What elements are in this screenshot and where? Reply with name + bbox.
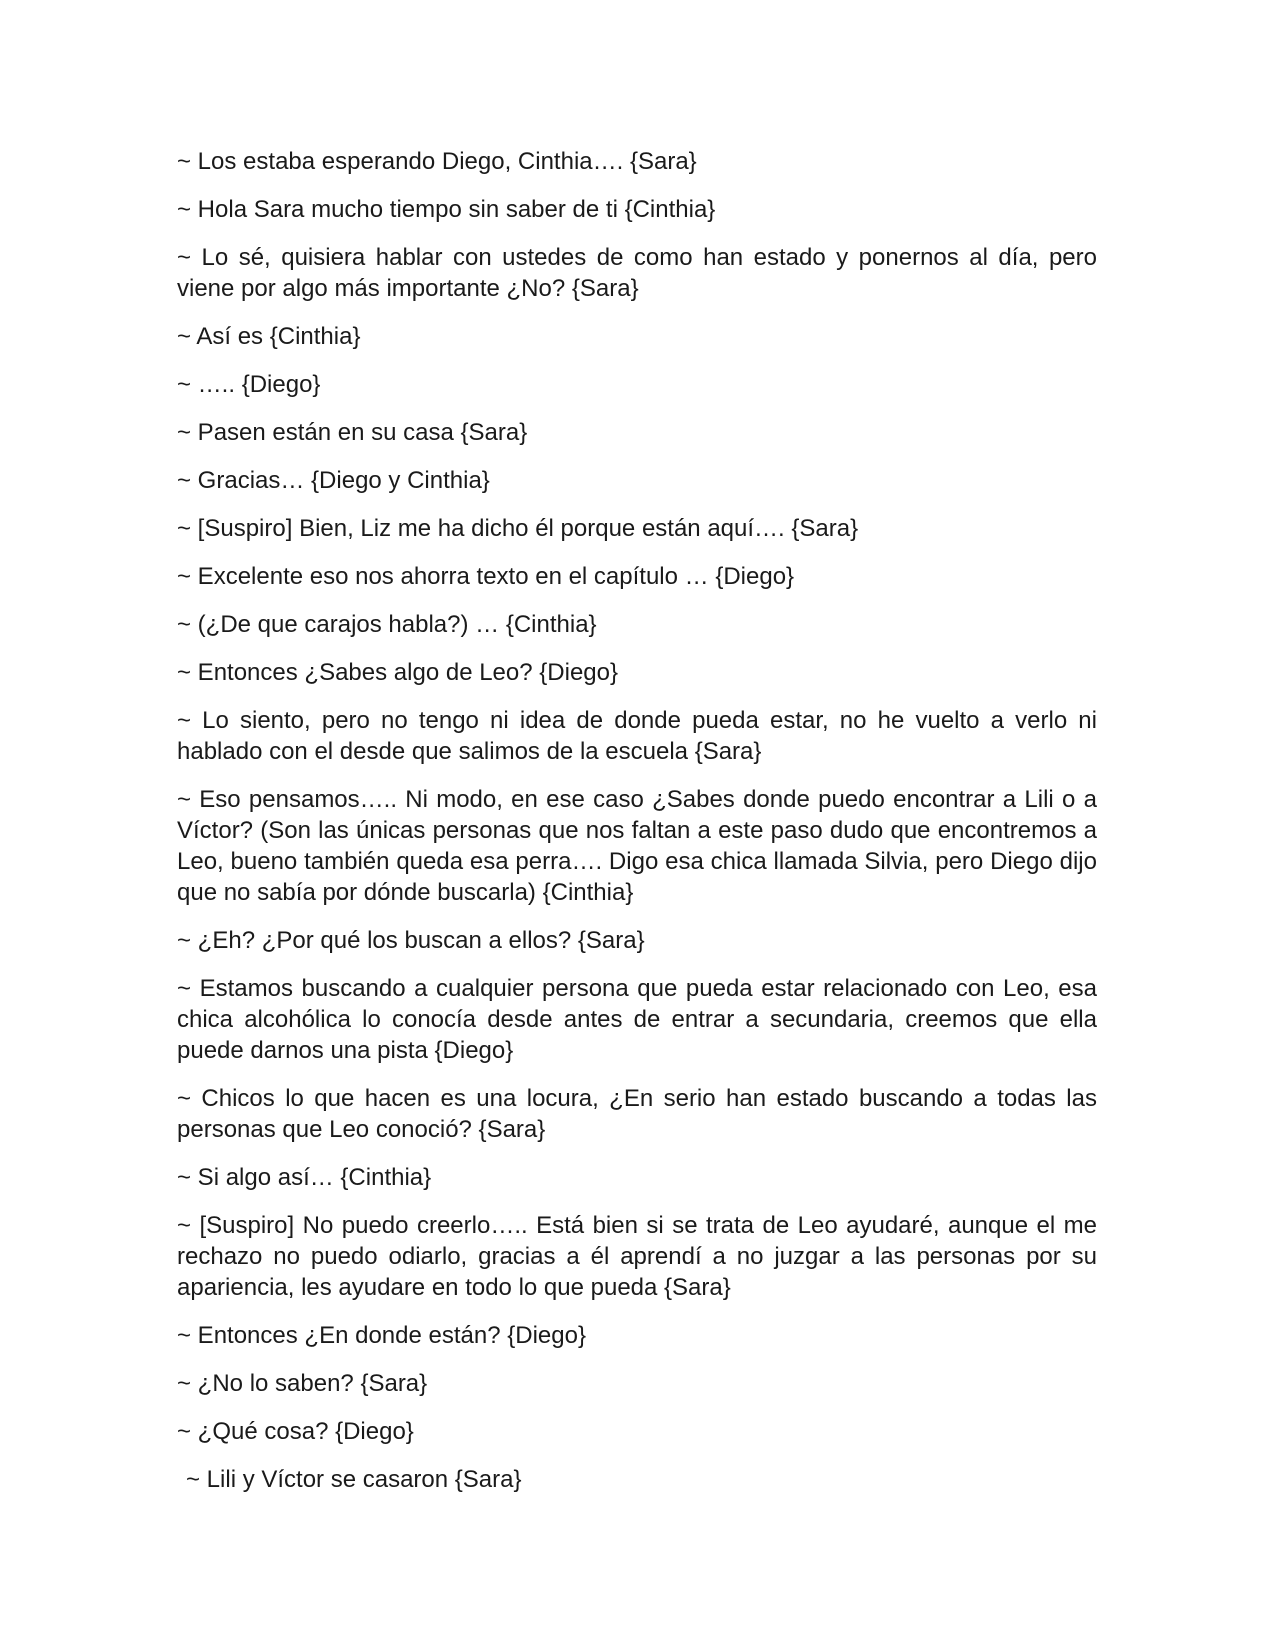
dialogue-line: ~ ¿No lo saben? {Sara} [177, 1370, 428, 1397]
dialogue-line: ~ Gracias… {Diego y Cinthia} [177, 467, 490, 494]
dialogue-line: ~ Eso pensamos….. Ni modo, en ese caso ¿Sabes donde puedo encontrar a Lili o a Víctor? (Son las únicas personas que nos faltan a este paso dudo que encontremos a Leo, bueno también queda esa perra…. Digo esa chica llamada Silvia, pero Diego dijo que no sabía por dónde buscarla) {Cinthia} [177, 786, 1097, 906]
dialogue-line: ~ Entonces ¿En donde están? {Diego} [177, 1322, 586, 1349]
dialogue-line: ~ Lili y Víctor se casaron {Sara} [186, 1466, 522, 1493]
dialogue-line: ~ Así es {Cinthia} [177, 323, 361, 350]
dialogue-line: ~ Pasen están en su casa {Sara} [177, 419, 528, 446]
dialogue-line: ~ Los estaba esperando Diego, Cinthia…. {Sara} [177, 148, 697, 175]
dialogue-line: ~ Chicos lo que hacen es una locura, ¿En serio han estado buscando a todas las personas que Leo conoció? {Sara} [177, 1085, 1097, 1143]
dialogue-line: ~ Estamos buscando a cualquier persona que pueda estar relacionado con Leo, esa chica alcohólica lo conocía desde antes de entrar a secundaria, creemos que ella puede darnos una pista {Diego} [177, 975, 1097, 1064]
dialogue-line: ~ Entonces ¿Sabes algo de Leo? {Diego} [177, 659, 618, 686]
dialogue-line: ~ ¿Eh? ¿Por qué los buscan a ellos? {Sara} [177, 927, 645, 954]
dialogue-line: ~ Excelente eso nos ahorra texto en el capítulo … {Diego} [177, 563, 795, 590]
dialogue-line: ~ [Suspiro] Bien, Liz me ha dicho él porque están aquí…. {Sara} [177, 515, 859, 542]
dialogue-line: ~ [Suspiro] No puedo creerlo….. Está bien si se trata de Leo ayudaré, aunque el me rechazo no puedo odiarlo, gracias a él aprendí a no juzgar a las personas por su apariencia, les ayudare en todo lo que pueda {Sara} [177, 1212, 1097, 1301]
dialogue-line: ~ Hola Sara mucho tiempo sin saber de ti {Cinthia} [177, 196, 716, 223]
dialogue-line: ~ Lo siento, pero no tengo ni idea de donde pueda estar, no he vuelto a verlo ni hablado con el desde que salimos de la escuela {Sara} [177, 707, 1097, 765]
dialogue-line: ~ Lo sé, quisiera hablar con ustedes de como han estado y ponernos al día, pero viene por algo más importante ¿No? {Sara} [177, 244, 1097, 302]
document-body [177, 146, 1097, 1512]
dialogue-line: ~ ¿Qué cosa? {Diego} [177, 1418, 414, 1445]
dialogue-line: ~ ….. {Diego} [177, 371, 321, 398]
dialogue-line: ~ Si algo así… {Cinthia} [177, 1164, 432, 1191]
dialogue-line: ~ (¿De que carajos habla?) … {Cinthia} [177, 611, 597, 638]
